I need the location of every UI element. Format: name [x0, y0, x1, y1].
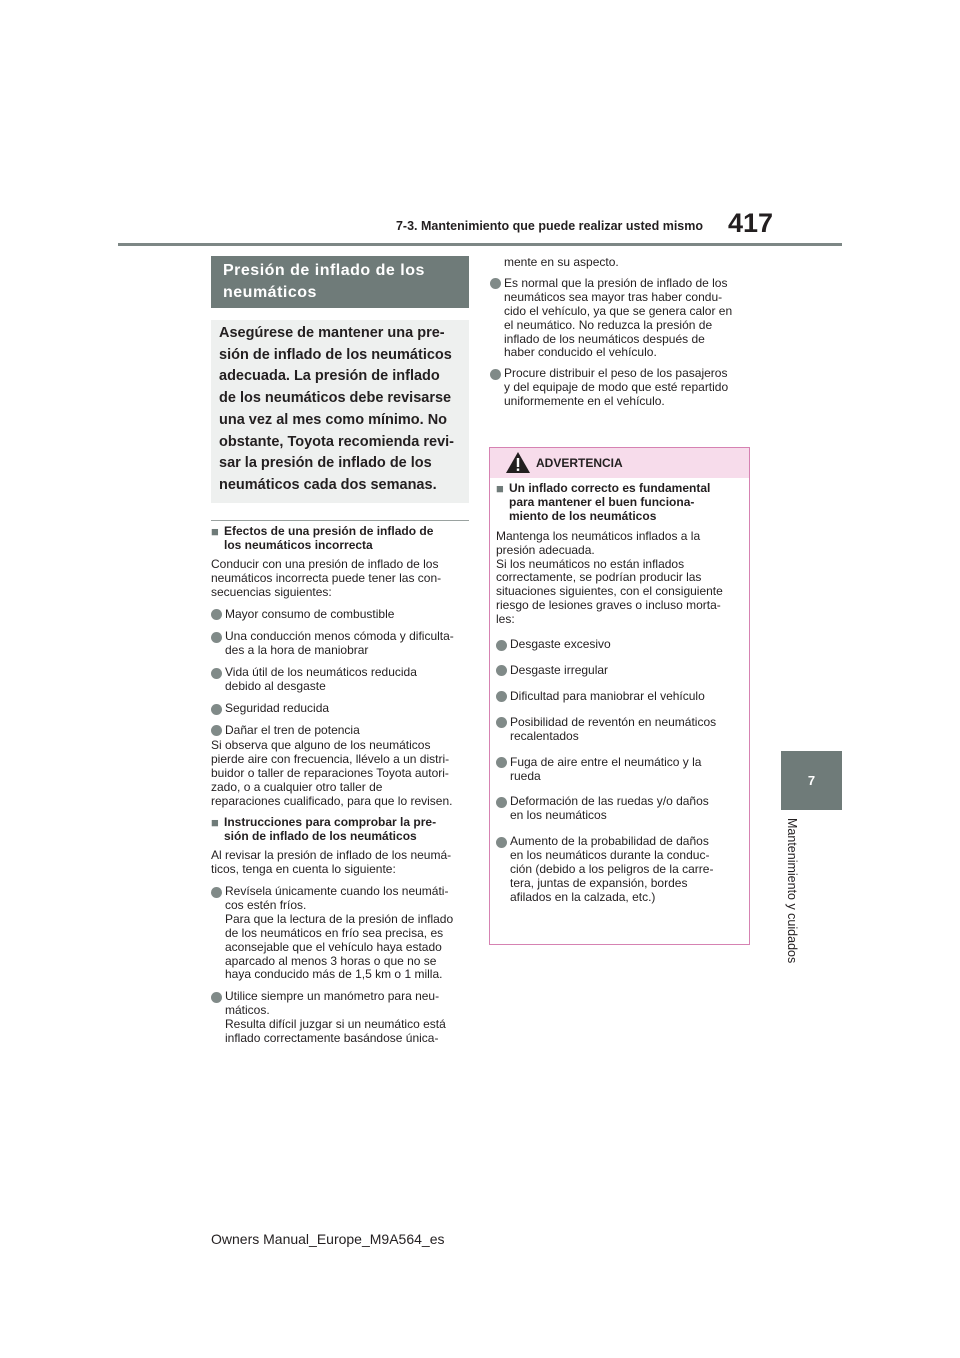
- list-item-text: [225, 702, 329, 716]
- chapter-tab[interactable]: [781, 751, 842, 810]
- list-item-text: [510, 835, 713, 905]
- text-line: miento de los neumáticos: [509, 508, 657, 523]
- list-item: [496, 795, 746, 823]
- chapter-label-text: Mantenimiento y cuidados: [785, 818, 799, 964]
- text-line: los neumáticos incorrecta: [224, 537, 373, 552]
- list-item-text: [510, 756, 701, 784]
- bullet-dot-icon: [211, 992, 222, 1003]
- list-item: [211, 702, 473, 716]
- text-line: inflado correctamente basándose única-: [225, 1031, 439, 1046]
- list-item: [211, 666, 473, 694]
- list-item-text: [510, 664, 608, 678]
- summary-line: sión de inflado de los neumáticos: [219, 346, 452, 363]
- list-item-text: [510, 795, 709, 823]
- list-item: [211, 608, 473, 622]
- text-line: Procure distribuir el peso de los pasajeros: [504, 366, 728, 381]
- warning-content: [496, 482, 746, 905]
- list-item: [496, 690, 746, 704]
- text-line: Aumento de la probabilidad de daños: [510, 834, 709, 849]
- summary-line: Asegúrese de mantener una pre-: [219, 325, 445, 341]
- paragraph: [211, 558, 473, 600]
- text-line: haber conducido el vehículo.: [504, 345, 657, 360]
- paragraph: [211, 739, 473, 809]
- text-line: neumáticos sea mayor tras haber condu-: [504, 289, 723, 304]
- list-item: [211, 885, 473, 982]
- text-line: cos estén fríos.: [225, 897, 307, 912]
- text-line: situaciones siguientes, con el consiguiente: [496, 584, 723, 599]
- bullet-dot-icon: [211, 725, 222, 736]
- list-item-text: [225, 724, 360, 738]
- summary-box: [211, 320, 469, 503]
- list-item-text: [504, 367, 728, 409]
- list-item: [496, 664, 746, 678]
- text-line: y del equipaje de modo que esté repartido: [504, 380, 729, 395]
- bullet-dot-icon: [496, 665, 507, 676]
- text-line: Dañar el tren de potencia: [225, 722, 360, 737]
- bullet-dot-icon: [211, 632, 222, 643]
- text-line: Si los neumáticos no están inflados: [496, 556, 685, 571]
- paragraph: [211, 849, 473, 877]
- text-line: neumáticos incorrecta puede tener las con-: [211, 570, 442, 585]
- list-item-text: [225, 608, 394, 622]
- text-line: en los neumáticos durante la conduc-: [510, 848, 710, 863]
- list-item: [211, 630, 473, 658]
- text-line: mente en su aspecto.: [504, 255, 619, 269]
- list-item-text: [510, 690, 705, 704]
- subsection-heading-text: [224, 816, 436, 844]
- summary-line: neumáticos cada dos semanas.: [219, 476, 437, 493]
- subsection-heading-text: [224, 525, 433, 553]
- summary-line: de los neumáticos debe revisarse: [219, 390, 452, 407]
- paragraph: [490, 256, 752, 270]
- text-line: inflado de los neumáticos después de: [504, 331, 705, 346]
- subsection-heading: [211, 525, 473, 553]
- text-line: Posibilidad de reventón en neumáticos: [510, 714, 717, 729]
- text-line: rueda: [510, 768, 541, 783]
- text-line: tera, juntas de expansión, bordes: [510, 875, 688, 890]
- text-line: uniformemente en el vehículo.: [504, 394, 665, 409]
- bullet-dot-icon: [496, 797, 507, 808]
- text-line: Mantenga los neumáticos inflados a la: [496, 528, 701, 543]
- summary-divider: [211, 520, 469, 521]
- text-line: Seguridad reducida: [225, 701, 330, 716]
- list-item-text: [510, 716, 716, 744]
- bullet-dot-icon: [496, 640, 507, 651]
- text-line: cido el vehículo, ya que se genera calor en: [504, 303, 733, 318]
- text-line: el neumático. No reduzca la presión de: [504, 317, 713, 332]
- list-item-text: [225, 630, 454, 658]
- text-line: Resulta difícil juzgar si un neumático está: [225, 1017, 446, 1032]
- text-line: para mantener el buen funciona-: [509, 494, 695, 509]
- list-item: [496, 756, 746, 784]
- bullet-dot-icon: [496, 757, 507, 768]
- list-item-text: [225, 885, 453, 982]
- text-line: Revísela únicamente cuando los neumáti-: [225, 884, 449, 899]
- text-line: Dificultad para maniobrar el vehículo: [510, 688, 705, 703]
- text-line: Fuga de aire entre el neumático y la: [510, 754, 702, 769]
- chapter-number: 7: [807, 773, 816, 788]
- bullet-dot-icon: [496, 837, 507, 848]
- text-line: Si observa que alguno de los neumáticos: [211, 737, 431, 752]
- text-line: secuencias siguientes:: [211, 584, 332, 599]
- text-line: ción (debido a los peligros de la carre-: [510, 862, 714, 877]
- bullet-dot-icon: [490, 369, 501, 380]
- list-item-text: [510, 638, 611, 652]
- square-bullet-icon: ■: [211, 815, 219, 831]
- text-line: riesgo de lesiones graves o incluso morta-: [496, 598, 721, 613]
- list-item-text: [504, 277, 732, 360]
- summary-line: obstante, Toyota recomienda revi-: [219, 433, 455, 450]
- chapter-label: [771, 818, 811, 990]
- section-title: [211, 256, 469, 308]
- summary-line: una vez al mes como mínimo. No: [219, 411, 448, 428]
- text-line: máticos.: [225, 1003, 270, 1018]
- list-item: [211, 990, 473, 1046]
- header-section-title: 7-3. Mantenimiento que puede realizar usted mismo: [395, 219, 703, 233]
- bullet-dot-icon: [211, 704, 222, 715]
- list-item: [490, 367, 752, 409]
- text-line: Al revisar la presión de inflado de los neumá-: [211, 848, 452, 863]
- text-line: Desgaste excesivo: [510, 637, 611, 652]
- text-line: Desgaste irregular: [510, 662, 609, 677]
- list-item: [211, 724, 473, 738]
- list-item: [496, 835, 746, 905]
- bullet-dot-icon: [211, 609, 222, 620]
- text-line: recalentados: [510, 728, 579, 743]
- subsection-heading: [211, 816, 473, 844]
- bullet-dot-icon: [496, 717, 507, 728]
- list-item: [490, 277, 752, 360]
- paragraph: [496, 530, 746, 627]
- page-number: 417: [727, 208, 773, 238]
- text-line: Es normal que la presión de inflado de los: [504, 275, 728, 290]
- square-bullet-icon: ■: [496, 481, 504, 496]
- text-line: des a la hora de maniobrar: [225, 643, 369, 658]
- text-line: buidor o taller de reparaciones Toyota autori-: [211, 765, 449, 780]
- bullet-dot-icon: [211, 668, 222, 679]
- text-line: reparaciones cualificado, para que lo revisen.: [211, 793, 453, 808]
- text-line: haya conducido más de 1,5 km o 1 milla.: [225, 967, 443, 982]
- bullet-dot-icon: [496, 691, 507, 702]
- left-column: [211, 523, 473, 1046]
- text-line: Utilice siempre un manómetro para neu-: [225, 989, 440, 1004]
- warning-label: ADVERTENCIA: [536, 456, 623, 470]
- text-line: presión adecuada.: [496, 542, 595, 557]
- text-line: ticos, tenga en cuenta lo siguiente:: [211, 862, 396, 877]
- text-line: en los neumáticos: [510, 808, 607, 823]
- text-line: afilados en la calzada, etc.): [510, 889, 656, 904]
- text-line: correctamente, se podrían producir las: [496, 570, 702, 585]
- text-line: Para que la lectura de la presión de inflado: [225, 911, 454, 926]
- text-line: Efectos de una presión de inflado de: [224, 524, 434, 538]
- text-line: Mayor consumo de combustible: [225, 606, 395, 621]
- section-title-line: Presión de inflado de los: [223, 262, 425, 279]
- text-line: les:: [496, 612, 515, 627]
- text-line: Conducir con una presión de inflado de los: [211, 556, 439, 571]
- header-divider: [118, 243, 842, 246]
- list-item-text: [225, 666, 417, 694]
- warning-triangle-icon: [505, 451, 531, 479]
- list-item-text: [225, 990, 446, 1046]
- text-line: debido al desgaste: [225, 679, 326, 694]
- right-column: [490, 256, 752, 409]
- square-bullet-icon: ■: [211, 524, 219, 539]
- text-line: aconsejable que el vehículo haya estado: [225, 939, 442, 954]
- list-item: [496, 716, 746, 744]
- text-line: Instrucciones para comprobar la pre-: [224, 815, 437, 830]
- section-title-line: neumáticos: [223, 284, 317, 301]
- text-line: zado, o a cualquier otro taller de: [211, 779, 383, 794]
- bullet-dot-icon: [490, 278, 501, 289]
- subsection-heading-text: [509, 482, 710, 524]
- bullet-dot-icon: [211, 887, 222, 898]
- summary-line: sar la presión de inflado de los: [219, 455, 432, 472]
- text-line: Una conducción menos cómoda y dificulta-: [225, 629, 454, 644]
- list-item: [496, 638, 746, 652]
- text-line: Vida útil de los neumáticos reducida: [225, 665, 417, 680]
- summary-line: adecuada. La presión de inflado: [219, 368, 440, 385]
- footer-document-id: Owners Manual_Europe_M9A564_es: [211, 1231, 445, 1247]
- text-line: de los neumáticos en frío sea precisa, es: [225, 925, 444, 940]
- subsection-heading: [496, 482, 746, 524]
- text-line: pierde aire con frecuencia, llévelo a un distri-: [211, 751, 450, 766]
- text-line: Un inflado correcto es fundamental: [509, 481, 711, 495]
- text-line: Deformación de las ruedas y/o daños: [510, 794, 709, 809]
- text-line: sión de inflado de los neumáticos: [224, 829, 417, 844]
- text-line: aparcado al menos 3 horas o que no se: [225, 953, 437, 968]
